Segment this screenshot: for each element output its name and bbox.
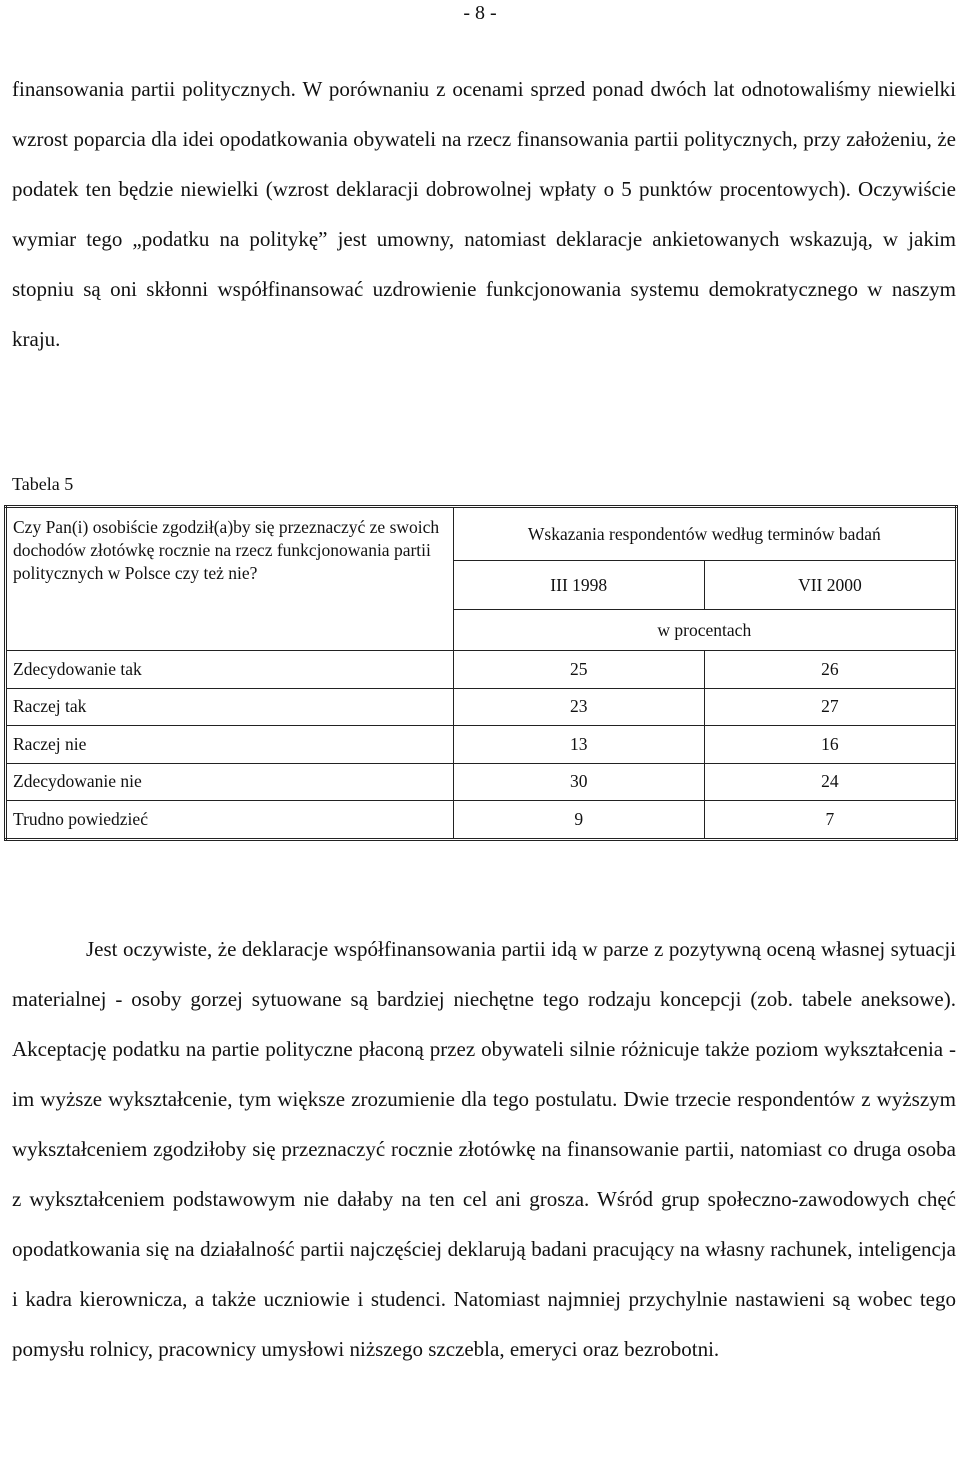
row-value-1998: 9 — [453, 801, 704, 840]
page-number: - 8 - — [463, 2, 497, 24]
row-label: Raczej tak — [6, 688, 454, 726]
header-group: Wskazania respondentów według terminów badań — [453, 507, 956, 561]
question-cell: Czy Pan(i) osobiście zgodził(a)by się przeznaczyć ze swoich dochodów złotówkę rocznie na rzecz funkcjonowania partii politycznych w Polsce czy też nie? — [6, 507, 454, 651]
table-row — [6, 801, 957, 840]
row-label: Raczej nie — [6, 726, 454, 764]
paragraph-2: Jest oczywiste, że deklaracje współfinansowania partii idą w parze z pozytywną oceną własnej sytuacji materialnej - osoby gorzej sytuowane są bardziej niechętne tego rodzaju koncepcji (zob. tabele aneksowe). Akceptację podatku na partie polityczne płaconą przez obywateli silnie różnicuje także poziom wykształcenia - im wyższe wykształcenie, tym większe zrozumienie dla tego postulatu. Dwie trzecie respondentów z wyższym wykształceniem zgodziłoby się przeznaczyć rocznie złotówkę na finansowanie partii, natomiast co druga osoba z wykształceniem podstawowym nie dałaby na ten cel ani grosza. Wśród grup społeczno-zawodowych chęć opodatkowania się na działalność partii najczęściej deklarują badani pracujący na własny rachunek, inteligencja i kadra kierownicza, a także uczniowie i studenci. Natomiast najmniej przychylnie nastawieni są wobec tego pomysłu rolnicy, pracownicy umysłowi niższego szczebla, emeryci oraz bezrobotni. — [12, 937, 956, 1361]
survey-table — [4, 505, 958, 841]
row-value-2000: 26 — [704, 651, 956, 689]
row-label: Zdecydowanie tak — [6, 651, 454, 689]
row-value-1998: 25 — [453, 651, 704, 689]
paragraph-1: finansowania partii politycznych. W porównaniu z ocenami sprzed ponad dwóch lat odnotowaliśmy niewielki wzrost poparcia dla idei opodatkowania obywateli na rzecz finansowania partii politycznych, przy założeniu, że podatek ten będzie niewielki (wzrost deklaracji dobrowolnej wpłaty o 5 punktów procentowych). Oczywiście wymiar tego „podatku na politykę” jest umowny, natomiast deklaracje ankietowanych wskazują, w jakim stopniu są oni skłonni współfinansować uzdrowienie funkcjonowania systemu demokratycznego w naszym kraju. — [12, 77, 956, 351]
table-row — [6, 688, 957, 726]
table-row — [6, 651, 957, 689]
row-label: Zdecydowanie nie — [6, 763, 454, 801]
table-caption: Tabela 5 — [12, 474, 74, 494]
row-value-2000: 7 — [704, 801, 956, 840]
row-value-2000: 16 — [704, 726, 956, 764]
unit-label: w procentach — [453, 610, 956, 651]
table-row — [6, 763, 957, 801]
row-label: Trudno powiedzieć — [6, 801, 454, 840]
row-value-2000: 24 — [704, 763, 956, 801]
row-value-2000: 27 — [704, 688, 956, 726]
row-value-1998: 13 — [453, 726, 704, 764]
row-value-1998: 30 — [453, 763, 704, 801]
column-header-1998: III 1998 — [453, 561, 704, 610]
column-header-2000: VII 2000 — [704, 561, 956, 610]
row-value-1998: 23 — [453, 688, 704, 726]
table-row — [6, 726, 957, 764]
